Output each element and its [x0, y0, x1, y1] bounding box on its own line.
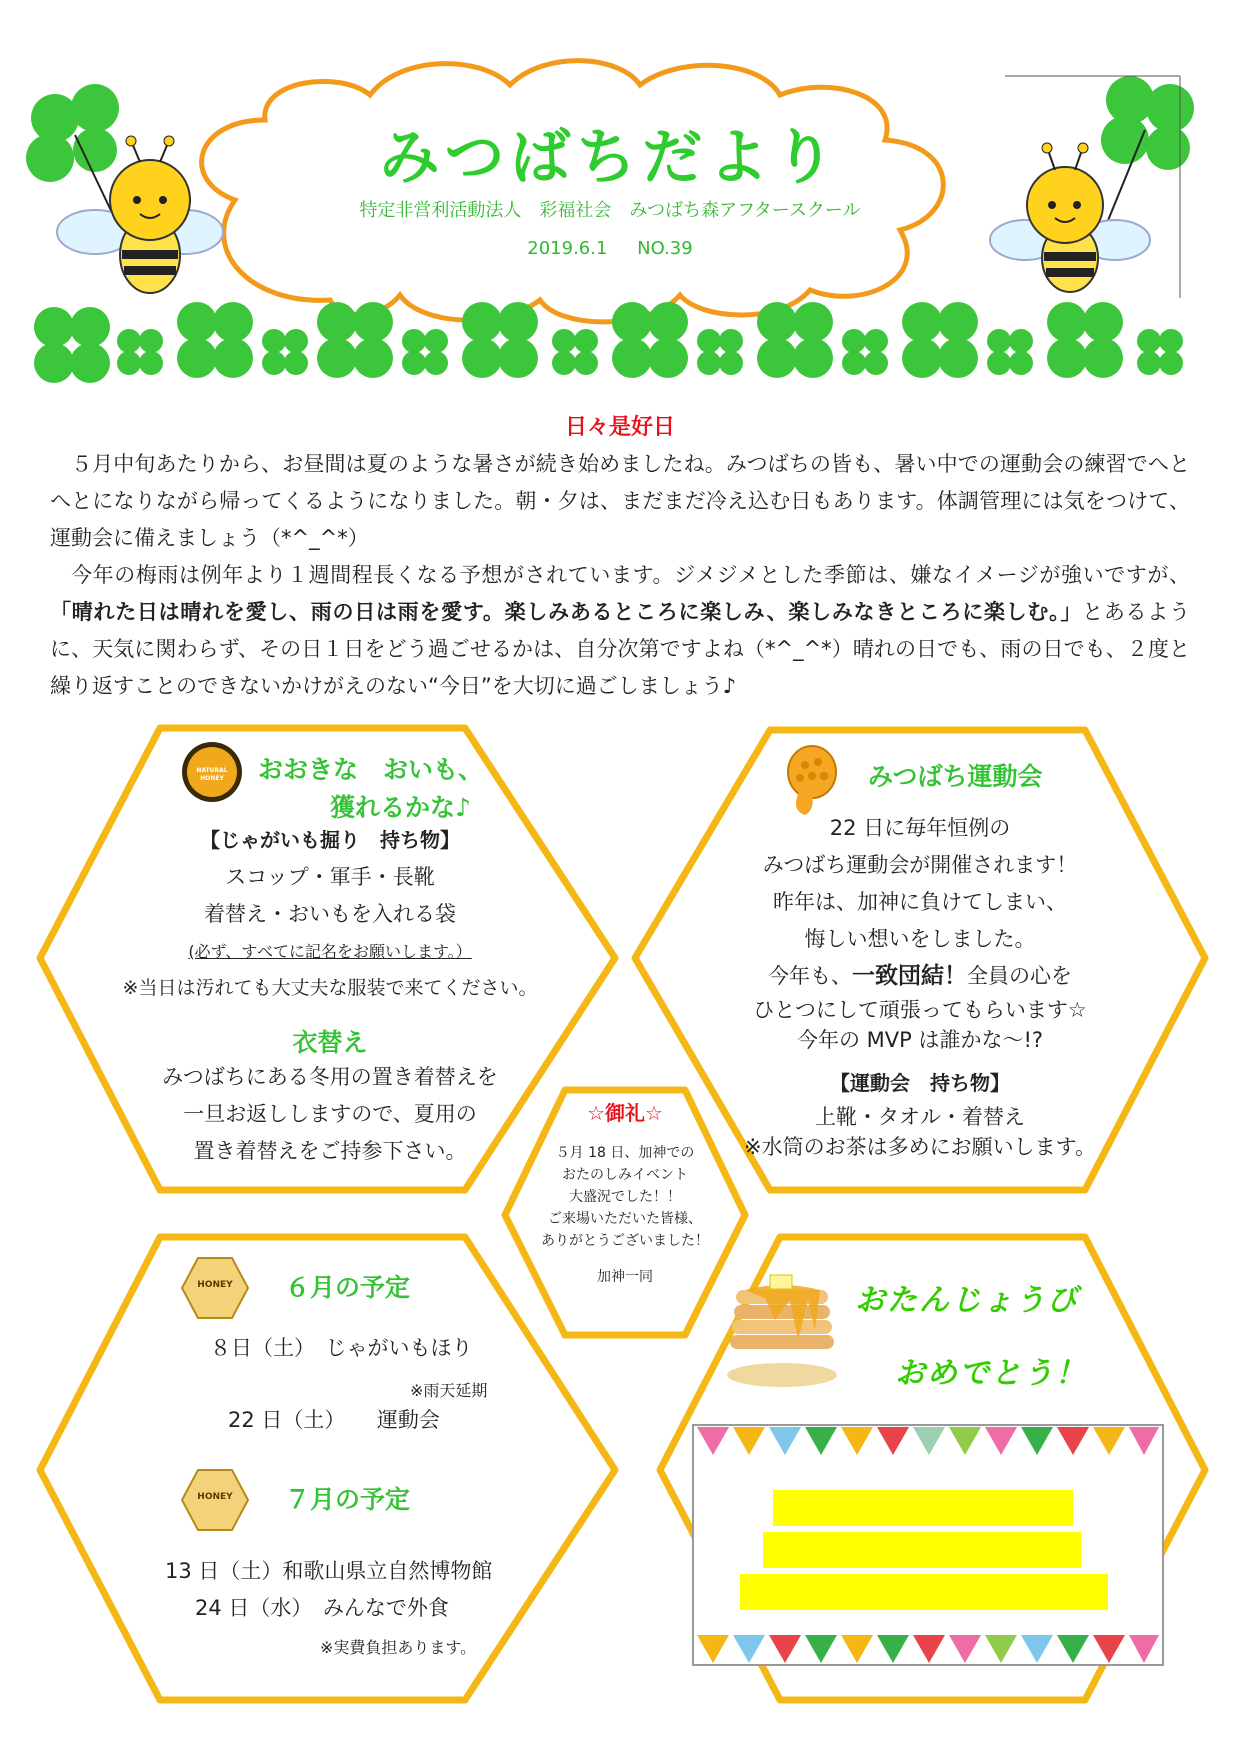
thanks-line: 大盛況でした！！	[569, 1189, 681, 1205]
july-event-note: ※実費負担あります。	[320, 1638, 477, 1657]
sports-items: 上靴・タオル・着替え	[815, 1105, 1025, 1129]
intro-text: とあるように、天気に関わらず、その日１日をどう過ごせるかは、自分次第ですよね（*^_^*）晴れの日でも、雨の日でも、２度と繰り返すことのできないかけがえのない“今日”を大切に過ごしましょう♪	[50, 600, 1191, 698]
issue-number: NO.39	[637, 238, 693, 259]
clothes-title: 衣替え	[292, 1028, 368, 1057]
sports-line: 悔しい想いをしました。	[804, 927, 1036, 951]
sports-title: みつばち運動会	[868, 762, 1043, 791]
name-bar	[773, 1490, 1073, 1526]
birthday-line-1: おたんじょうび	[855, 1283, 1079, 1318]
thanks-line: ご来場いただいた皆様、	[548, 1211, 702, 1227]
intro-text: 今年の梅雨は例年より１週間程長くなる予想がされています。ジメジメとした季節は、嫌なイメージが強いですが、	[71, 563, 1190, 587]
thanks-title: ☆御礼☆	[587, 1101, 663, 1125]
newsletter-title: みつばちだより	[379, 123, 841, 193]
sports-text: 全員の心を	[967, 964, 1072, 988]
thanks-line: ありがとうございました！	[541, 1233, 709, 1249]
clothes-line: みつばちにある冬用の置き着替えを	[162, 1065, 498, 1089]
june-event: 22 日（土） 運動会	[228, 1408, 440, 1432]
sports-text: 今年も、	[768, 964, 852, 988]
sports-line: ひとつにして頑張ってもらいます☆	[753, 998, 1087, 1022]
honey-label-text: HONEY	[197, 1492, 233, 1502]
name-note: (必ず、すべてに記名をお願いします。）	[188, 942, 472, 961]
badge-label: NATURAL HONEY	[196, 767, 228, 782]
intro-paragraph-1: ５月中旬あたりから、お昼間は夏のような暑さが続き始めましたね。みつばちの皆も、暑い中での運動会の練習でへとへとになりながら帰ってくるようになりました。朝・夕は、まだまだ冷え込む日もあります。体調管理には気をつけて、運動会に備えましょう（*^_^*）	[50, 452, 1190, 550]
june-event-note: ※雨天延期	[410, 1381, 488, 1400]
sports-line: みつばち運動会が開催されます！	[762, 853, 1078, 877]
clothes-line: 一旦お返ししますので、夏用の	[183, 1102, 477, 1126]
potato-title-1: おおきな おいも、	[258, 755, 484, 784]
birthday-line-2: おめでとう！	[895, 1356, 1087, 1391]
sports-items: ※水筒のお茶は多めにお願いします。	[744, 1135, 1096, 1159]
thanks-signature: 加神一同	[597, 1269, 653, 1285]
sports-content	[700, 810, 1140, 1162]
hex-schedule	[40, 1237, 615, 1700]
sports-line: 22 日に毎年恒例の	[829, 816, 1011, 840]
june-event: ８日（土） じゃがいもほり	[210, 1336, 473, 1360]
issue-line	[480, 238, 740, 259]
sports-line: 今年の MVP は誰かな～!?	[796, 1028, 1044, 1052]
items-line: スコップ・軍手・長靴	[225, 865, 435, 889]
intro-paragraph-2	[50, 557, 1190, 705]
thanks-line: ５月 18 日、加神での	[555, 1145, 695, 1161]
july-event: 13 日（土）和歌山県立自然博物館	[165, 1559, 493, 1583]
issue-date: 2019.6.1	[527, 238, 608, 259]
pancake-icon	[727, 1275, 837, 1387]
intro-body	[50, 446, 1190, 705]
clothing-note: ※当日は汚れても大丈夫な服装で来てください。	[122, 977, 538, 999]
clothes-line: 置き着替えをご持参下さい。	[193, 1139, 467, 1163]
name-bar	[740, 1574, 1108, 1610]
bee-icon	[990, 143, 1150, 292]
potato-title-2: 獲れるかな♪	[330, 793, 471, 822]
july-title: ７月の予定	[285, 1485, 411, 1514]
organization-name: 特定非営利活動法人 彩福社会 みつばち森アフタースクール	[359, 200, 861, 221]
intro-quote: 「晴れた日は晴れを愛し、雨の日は雨を愛す。楽しみあるところに楽しみ、楽しみなきところに楽しむ。」	[50, 600, 1083, 624]
items-heading: 【じゃがいも掘り 持ち物】	[200, 828, 460, 852]
intro-heading: 日々是好日	[564, 415, 675, 440]
thanks-content	[520, 1098, 730, 1288]
sports-line	[700, 958, 1140, 995]
items-line: 着替え・おいもを入れる袋	[204, 902, 456, 926]
potato-content	[80, 822, 580, 1170]
birthday-frame	[693, 1425, 1163, 1665]
sports-emphasis: 一致団結！	[852, 963, 967, 989]
sports-line: 昨年は、加神に負けてしまい、	[773, 890, 1067, 914]
honey-label-text: HONEY	[197, 1280, 233, 1290]
name-bar	[763, 1532, 1081, 1568]
june-title: ６月の予定	[285, 1273, 411, 1302]
thanks-line: おたのしみイベント	[562, 1167, 688, 1183]
july-event: 24 日（水） みんなで外食	[195, 1596, 449, 1620]
sports-items-heading: 【運動会 持ち物】	[830, 1071, 1010, 1095]
